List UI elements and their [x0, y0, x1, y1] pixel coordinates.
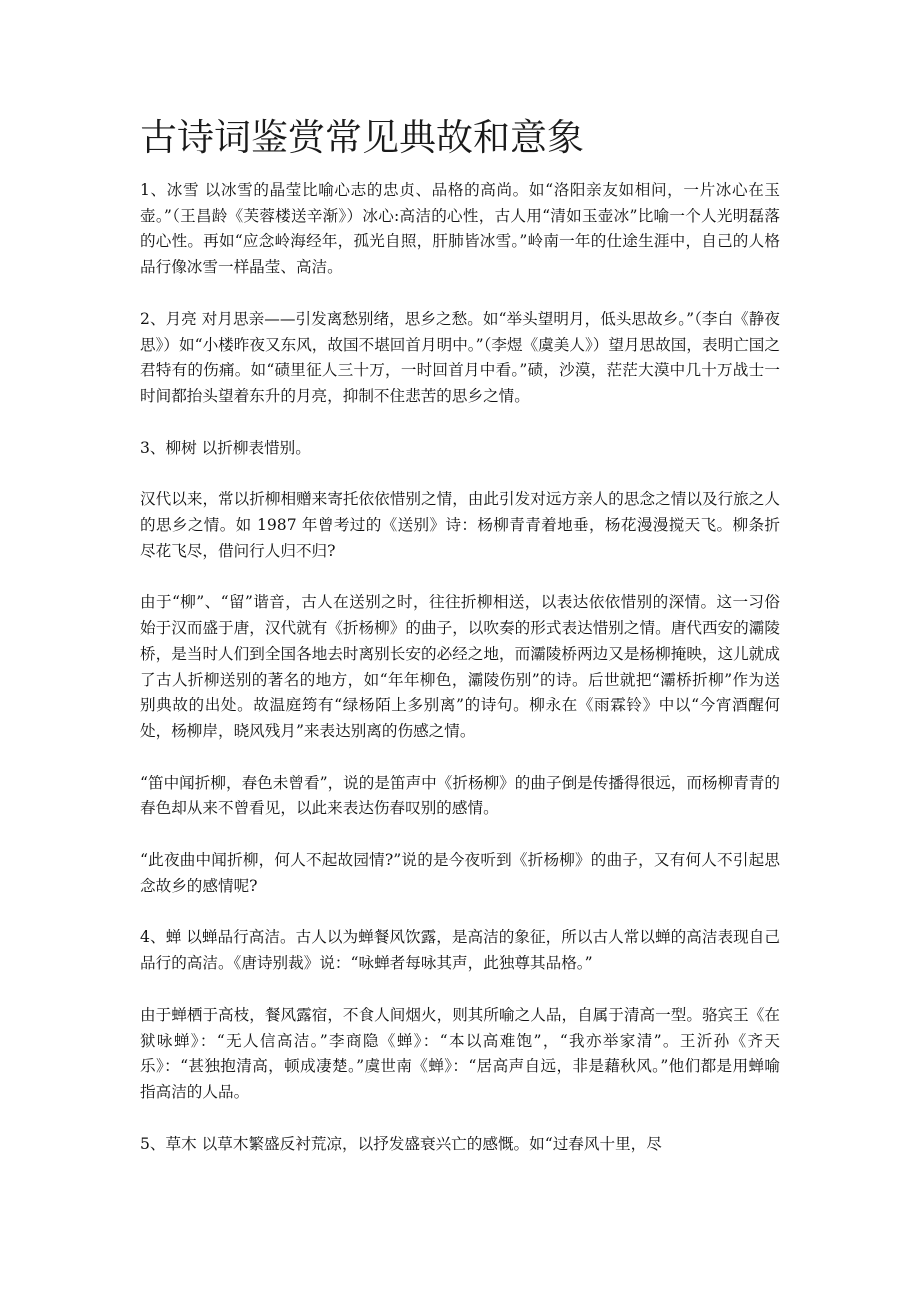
document-title: 古诗词鉴赏常见典故和意象 [140, 116, 584, 159]
paragraph-willow-flute: “笛中闻折柳，春色未曾看”，说的是笛声中《折杨柳》的曲子倒是传播得很远，而杨柳青青的春色却从来不曾看见，以此来表达伤春叹别的感情。 [140, 773, 780, 818]
paragraph-willow-heading: 3、柳树 以折柳表惜别。 [140, 438, 311, 457]
paragraph-moon: 2、月亮 对月思亲——引发离愁别绪，思乡之愁。如“举头望明月，低头思故乡。”（李白《静夜思》）如“小楼昨夜又东风，故国不堪回首月明中。”（李煜《虞美人》）望月思故国，表明亡国之君特有的伤痛。如“碛里征人三十万，一时回首月中看。”碛，沙漠，茫茫大漠中几十万战士一时间都抬头望着东升的月亮，抑制不住悲苦的思乡之情。 [140, 309, 780, 405]
paragraph-cicada: 4、蝉 以蝉品行高洁。古人以为蝉餐风饮露，是高洁的象征，所以古人常以蝉的高洁表现自己品行的高洁。《唐诗别裁》说：“咏蝉者每咏其声，此独尊其品格。” [140, 928, 780, 973]
paragraph-willow-tonight: “此夜曲中闻折柳，何人不起故园情?”说的是今夜听到《折杨柳》的曲子，又有何人不引起思念故乡的感情呢? [140, 851, 780, 895]
paragraph-cicada-examples: 由于蝉栖于高枝，餐风露宿，不食人间烟火，则其所喻之人品，自属于清高一型。骆宾王《在狱咏蝉》：“无人信高洁。”李商隐《蝉》：“本以高难饱”，“我亦举家清”。王沂孙《齐天乐》：“甚独抱清高，顿成凄楚。”虞世南《蝉》：“居高声自远，非是藉秋风。”他们都是用蝉喻指高洁的人品。 [140, 1005, 780, 1101]
paragraph-ice-snow: 1、冰雪 以冰雪的晶莹比喻心志的忠贞、品格的高尚。如“洛阳亲友如相问，一片冰心在玉壶。”（王昌龄《芙蓉楼送辛渐》）冰心:高洁的心性，古人用“清如玉壶冰”比喻一个人光明磊落的心性。再如“应念岭海经年，孤光自照，肝肺皆冰雪。”岭南一年的仕途生涯中，自己的人格品行像冰雪一样晶莹、高洁。 [140, 181, 780, 277]
paragraph-willow-han: 汉代以来，常以折柳相赠来寄托依依惜别之情，由此引发对远方亲人的思念之情以及行旅之人的思乡之情。如 1987 年曾考过的《送别》诗：杨柳青青着地垂，杨花漫漫搅天飞。柳条折尽花飞尽，借问行人归不归? [140, 490, 780, 560]
paragraph-vegetation: 5、草木 以草木繁盛反衬荒凉，以抒发盛衰兴亡的感慨。如“过春风十里，尽 [140, 1134, 662, 1153]
document-body [140, 178, 780, 1183]
paragraph-willow-homophone: 由于“柳”、“留”谐音，古人在送别之时，往往折柳相送，以表达依依惜别的深情。这一习俗始于汉而盛于唐，汉代就有《折杨柳》的曲子，以吹奏的形式表达惜别之情。唐代西安的灞陵桥，是当时人们到全国各地去时离别长安的必经之地，而灞陵桥两边又是杨柳掩映，这儿就成了古人折柳送别的著名的地方，如“年年柳色，灞陵伤别”的诗。后世就把“灞桥折柳”作为送别典故的出处。故温庭筠有“绿杨陌上多别离”的诗句。柳永在《雨霖铃》中以“今宵酒醒何处，杨柳岸，晓风残月”来表达别离的伤感之情。 [140, 593, 780, 740]
